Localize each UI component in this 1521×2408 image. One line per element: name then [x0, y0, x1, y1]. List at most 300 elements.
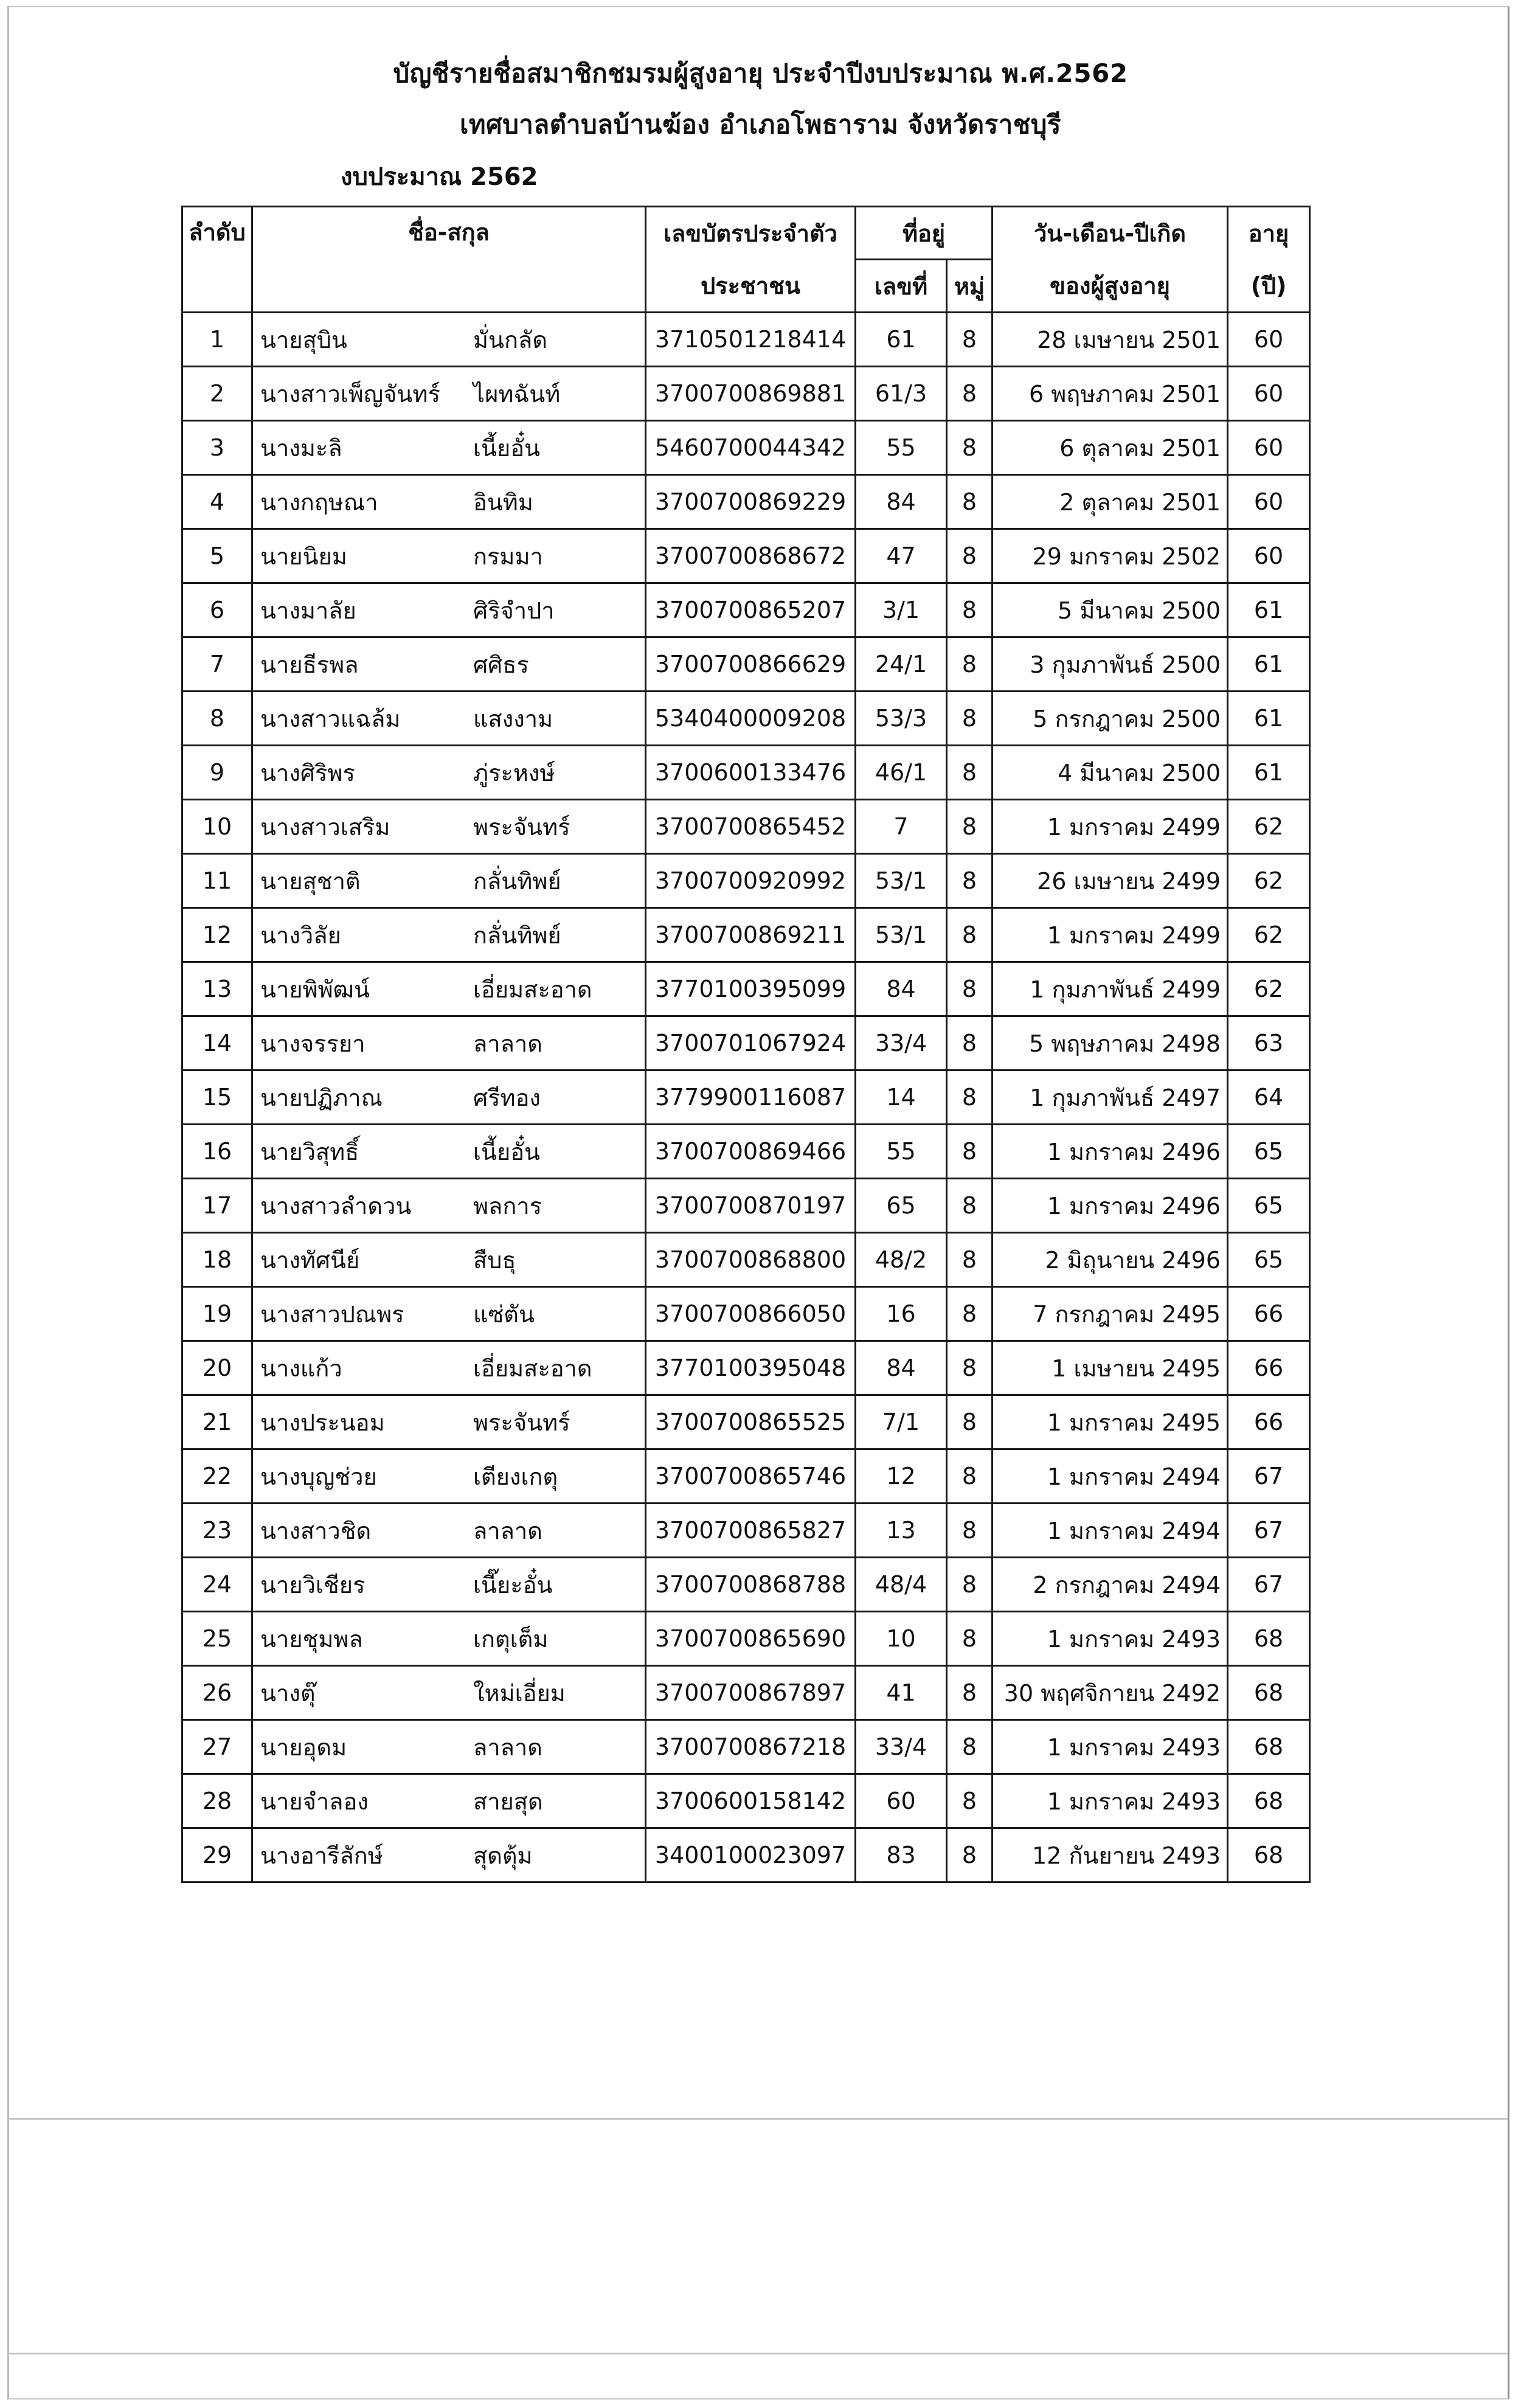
member-name — [252, 1558, 646, 1612]
table-row — [182, 1828, 1310, 1882]
age-years: 60 — [1228, 475, 1310, 529]
village-moo: 8 — [947, 1395, 993, 1449]
citizen-id: 3700700865525 — [646, 1395, 856, 1449]
village-moo: 8 — [947, 746, 993, 800]
last-name: มั่นกลัด — [473, 326, 547, 353]
birth-date: 5 มีนาคม 2500 — [993, 583, 1228, 637]
header-moo: หมู่ — [947, 260, 993, 313]
age-years: 61 — [1228, 746, 1310, 800]
village-moo: 8 — [947, 1504, 993, 1558]
member-name — [252, 367, 646, 421]
age-years: 61 — [1228, 692, 1310, 746]
house-number: 55 — [856, 421, 947, 475]
citizen-id: 5340400009208 — [646, 692, 856, 746]
first-name: นางกฤษณา — [260, 488, 378, 516]
member-name — [252, 1504, 646, 1558]
last-name: กรมมา — [473, 543, 543, 570]
house-number: 84 — [856, 475, 947, 529]
birth-date: 28 เมษายน 2501 — [993, 313, 1228, 367]
first-name: นางมาลัย — [260, 597, 356, 624]
last-name: เนี๊ยะอั๋น — [473, 1571, 553, 1598]
table-row — [182, 1720, 1310, 1774]
age-years: 61 — [1228, 637, 1310, 692]
table-row — [182, 908, 1310, 962]
member-name — [252, 1070, 646, 1125]
house-number: 33/4 — [856, 1720, 947, 1774]
row-number: 3 — [182, 421, 252, 475]
house-number: 13 — [856, 1504, 947, 1558]
member-name — [252, 583, 646, 637]
village-moo: 8 — [947, 1341, 993, 1395]
age-years: 68 — [1228, 1828, 1310, 1882]
header-name: ชื่อ-สกุล — [252, 207, 646, 313]
row-number: 10 — [182, 800, 252, 854]
member-name — [252, 421, 646, 475]
birth-date: 30 พฤศจิกายน 2492 — [993, 1666, 1228, 1720]
member-name — [252, 1016, 646, 1070]
house-number: 7/1 — [856, 1395, 947, 1449]
table-row — [182, 1774, 1310, 1828]
row-number: 8 — [182, 692, 252, 746]
age-years: 68 — [1228, 1774, 1310, 1828]
table-row — [182, 962, 1310, 1016]
table-row — [182, 1287, 1310, 1341]
table-row — [182, 1341, 1310, 1395]
birth-date: 1 มกราคม 2494 — [993, 1449, 1228, 1504]
house-number: 7 — [856, 800, 947, 854]
table-row — [182, 692, 1310, 746]
row-number: 2 — [182, 367, 252, 421]
age-years: 66 — [1228, 1287, 1310, 1341]
first-name: นายวิสุทธิ์ — [260, 1138, 359, 1165]
house-number: 53/1 — [856, 908, 947, 962]
last-name: สืบธุ — [473, 1246, 516, 1274]
first-name: นางสาวชิด — [260, 1517, 372, 1544]
house-number: 48/2 — [856, 1233, 947, 1287]
birth-date: 1 เมษายน 2495 — [993, 1341, 1228, 1395]
first-name: นายวิเชียร — [260, 1571, 366, 1598]
village-moo: 8 — [947, 1233, 993, 1287]
citizen-id: 3700600158142 — [646, 1774, 856, 1828]
house-number: 16 — [856, 1287, 947, 1341]
citizen-id: 3700700869466 — [646, 1125, 856, 1179]
age-years: 66 — [1228, 1341, 1310, 1395]
age-years: 68 — [1228, 1612, 1310, 1666]
birth-date: 29 มกราคม 2502 — [993, 529, 1228, 583]
first-name: นางสาวแฉล้ม — [260, 705, 401, 732]
row-number: 25 — [182, 1612, 252, 1666]
house-number: 53/1 — [856, 854, 947, 908]
table-row — [182, 1558, 1310, 1612]
row-number: 11 — [182, 854, 252, 908]
last-name: ลาลาด — [473, 1030, 542, 1057]
header-id-line1: เลขบัตรประจำตัว — [646, 207, 856, 260]
birth-date: 4 มีนาคม 2500 — [993, 746, 1228, 800]
birth-date: 1 มกราคม 2496 — [993, 1125, 1228, 1179]
age-years: 66 — [1228, 1395, 1310, 1449]
house-number: 53/3 — [856, 692, 947, 746]
member-name — [252, 1395, 646, 1449]
row-number: 22 — [182, 1449, 252, 1504]
village-moo: 8 — [947, 1070, 993, 1125]
member-name — [252, 637, 646, 692]
first-name: นายอุดม — [260, 1733, 347, 1761]
last-name: พระจันทร์ — [473, 1409, 570, 1436]
village-moo: 8 — [947, 637, 993, 692]
last-name: สายสุด — [473, 1788, 543, 1815]
first-name: นางทัศนีย์ — [260, 1246, 360, 1274]
house-number: 33/4 — [856, 1016, 947, 1070]
citizen-id: 3700700868800 — [646, 1233, 856, 1287]
village-moo: 8 — [947, 1016, 993, 1070]
first-name: นางจรรยา — [260, 1030, 366, 1057]
last-name: สุดตุ้ม — [473, 1842, 533, 1869]
house-number: 65 — [856, 1179, 947, 1233]
house-number: 12 — [856, 1449, 947, 1504]
citizen-id: 3700700865746 — [646, 1449, 856, 1504]
row-number: 5 — [182, 529, 252, 583]
table-row — [182, 475, 1310, 529]
age-years: 62 — [1228, 854, 1310, 908]
first-name: นางสาวลำดวน — [260, 1192, 412, 1220]
age-years: 61 — [1228, 583, 1310, 637]
age-years: 68 — [1228, 1666, 1310, 1720]
table-row — [182, 313, 1310, 367]
last-name: พระจันทร์ — [473, 813, 570, 841]
first-name: นายพิพัฒน์ — [260, 976, 370, 1003]
village-moo: 8 — [947, 1287, 993, 1341]
age-years: 67 — [1228, 1449, 1310, 1504]
birth-date: 1 กุมภาพันธ์ 2499 — [993, 962, 1228, 1016]
member-name — [252, 529, 646, 583]
village-moo: 8 — [947, 1449, 993, 1504]
member-name — [252, 1774, 646, 1828]
citizen-id: 3700700866050 — [646, 1287, 856, 1341]
row-number: 27 — [182, 1720, 252, 1774]
page-divider — [9, 2118, 1508, 2120]
age-years: 65 — [1228, 1125, 1310, 1179]
row-number: 17 — [182, 1179, 252, 1233]
birth-date: 1 มกราคม 2493 — [993, 1612, 1228, 1666]
last-name: ลาลาด — [473, 1517, 542, 1544]
first-name: นางบุญช่วย — [260, 1463, 377, 1490]
house-number: 3/1 — [856, 583, 947, 637]
citizen-id: 3779900116087 — [646, 1070, 856, 1125]
last-name: แซ่ตัน — [473, 1300, 535, 1328]
age-years: 62 — [1228, 800, 1310, 854]
birth-date: 2 มิถุนายน 2496 — [993, 1233, 1228, 1287]
table-row — [182, 637, 1310, 692]
citizen-id: 3700700867218 — [646, 1720, 856, 1774]
row-number: 23 — [182, 1504, 252, 1558]
table-row — [182, 1395, 1310, 1449]
citizen-id: 3700700865827 — [646, 1504, 856, 1558]
table-row — [182, 1125, 1310, 1179]
birth-date: 1 มกราคม 2493 — [993, 1774, 1228, 1828]
row-number: 12 — [182, 908, 252, 962]
village-moo: 8 — [947, 1666, 993, 1720]
house-number: 60 — [856, 1774, 947, 1828]
header-id-line2: ประชาชน — [646, 260, 856, 313]
last-name: เอี่ยมสะอาด — [473, 1355, 592, 1382]
table-row — [182, 367, 1310, 421]
last-name: เนี้ยอั๋น — [473, 434, 541, 462]
citizen-id: 3700700866629 — [646, 637, 856, 692]
citizen-id: 3700700869881 — [646, 367, 856, 421]
first-name: นายจำลอง — [260, 1788, 369, 1815]
age-years: 64 — [1228, 1070, 1310, 1125]
house-number: 41 — [856, 1666, 947, 1720]
house-number: 47 — [856, 529, 947, 583]
first-name: นางสาวเพ็ญจันทร์ — [260, 380, 440, 408]
citizen-id: 3400100023097 — [646, 1828, 856, 1882]
first-name: นางอารีลักษ์ — [260, 1842, 383, 1869]
last-name: ศศิธร — [473, 651, 529, 678]
member-name — [252, 1179, 646, 1233]
village-moo: 8 — [947, 421, 993, 475]
birth-date: 1 มกราคม 2493 — [993, 1720, 1228, 1774]
house-number: 61 — [856, 313, 947, 367]
table-body — [182, 313, 1310, 1882]
last-name: ภู่ระหงษ์ — [473, 759, 555, 786]
birth-date: 26 เมษายน 2499 — [993, 854, 1228, 908]
last-name: พลการ — [473, 1192, 542, 1220]
first-name: นางสาวปณพร — [260, 1300, 404, 1328]
table-row — [182, 1449, 1310, 1504]
first-name: นายปฏิภาณ — [260, 1084, 383, 1111]
village-moo: 8 — [947, 1828, 993, 1882]
member-name — [252, 1666, 646, 1720]
member-name — [252, 1449, 646, 1504]
age-years: 60 — [1228, 313, 1310, 367]
house-number: 55 — [856, 1125, 947, 1179]
row-number: 24 — [182, 1558, 252, 1612]
first-name: นายสุชาติ — [260, 867, 361, 895]
village-moo: 8 — [947, 1612, 993, 1666]
first-name: นางมะลิ — [260, 434, 342, 462]
citizen-id: 3700600133476 — [646, 746, 856, 800]
table-row — [182, 800, 1310, 854]
member-name — [252, 1125, 646, 1179]
house-number: 10 — [856, 1612, 947, 1666]
village-moo: 8 — [947, 1774, 993, 1828]
citizen-id: 3700700865690 — [646, 1612, 856, 1666]
birth-date: 5 กรกฎาคม 2500 — [993, 692, 1228, 746]
row-number: 4 — [182, 475, 252, 529]
row-number: 28 — [182, 1774, 252, 1828]
age-years: 65 — [1228, 1233, 1310, 1287]
age-years: 67 — [1228, 1504, 1310, 1558]
age-years: 63 — [1228, 1016, 1310, 1070]
citizen-id: 3770100395099 — [646, 962, 856, 1016]
first-name: นายธีรพล — [260, 651, 359, 678]
citizen-id: 5460700044342 — [646, 421, 856, 475]
village-moo: 8 — [947, 854, 993, 908]
village-moo: 8 — [947, 692, 993, 746]
birth-date: 1 มกราคม 2494 — [993, 1504, 1228, 1558]
last-name: กลั่นทิพย์ — [473, 921, 561, 949]
header-dob-line2: ของผู้สูงอายุ — [993, 260, 1228, 313]
last-name: แสงงาม — [473, 705, 553, 732]
page-divider — [9, 2353, 1508, 2354]
age-years: 60 — [1228, 529, 1310, 583]
row-number: 15 — [182, 1070, 252, 1125]
village-moo: 8 — [947, 313, 993, 367]
citizen-id: 3700701067924 — [646, 1016, 856, 1070]
member-name — [252, 1828, 646, 1882]
budget-year-label: งบประมาณ 2562 — [341, 163, 538, 191]
village-moo: 8 — [947, 1179, 993, 1233]
table-row — [182, 1179, 1310, 1233]
header-age-line2: (ปี) — [1228, 260, 1310, 313]
header-age-line1: อายุ — [1228, 207, 1310, 260]
member-table — [181, 206, 1311, 1883]
house-number: 61/3 — [856, 367, 947, 421]
header-dob-line1: วัน-เดือน-ปีเกิด — [993, 207, 1228, 260]
first-name: นางตุ๊ — [260, 1679, 316, 1707]
birth-date: 1 มกราคม 2496 — [993, 1179, 1228, 1233]
last-name: เอี่ยมสะอาด — [473, 976, 592, 1003]
citizen-id: 3700700920992 — [646, 854, 856, 908]
member-name — [252, 746, 646, 800]
birth-date: 1 มกราคม 2499 — [993, 908, 1228, 962]
header-no: ลำดับ — [182, 207, 252, 313]
table-row — [182, 1612, 1310, 1666]
birth-date: 12 กันยายน 2493 — [993, 1828, 1228, 1882]
row-number: 29 — [182, 1828, 252, 1882]
document-subtitle: เทศบาลตำบลบ้านฆ้อง อำเภอโพธาราม จังหวัดราชบุรี — [460, 109, 1061, 139]
citizen-id: 3770100395048 — [646, 1341, 856, 1395]
last-name: ศิริจำปา — [473, 597, 555, 624]
village-moo: 8 — [947, 1125, 993, 1179]
citizen-id: 3710501218414 — [646, 313, 856, 367]
birth-date: 1 กุมภาพันธ์ 2497 — [993, 1070, 1228, 1125]
citizen-id: 3700700867897 — [646, 1666, 856, 1720]
header-address: ที่อยู่ — [856, 207, 993, 260]
village-moo: 8 — [947, 800, 993, 854]
birth-date: 1 มกราคม 2495 — [993, 1395, 1228, 1449]
first-name: นางวิลัย — [260, 921, 341, 949]
first-name: นายนิยม — [260, 543, 347, 570]
birth-date: 1 มกราคม 2499 — [993, 800, 1228, 854]
member-name — [252, 1612, 646, 1666]
house-number: 24/1 — [856, 637, 947, 692]
house-number: 84 — [856, 962, 947, 1016]
row-number: 20 — [182, 1341, 252, 1395]
member-name — [252, 692, 646, 746]
member-name — [252, 313, 646, 367]
age-years: 62 — [1228, 962, 1310, 1016]
first-name: นายชุมพล — [260, 1625, 363, 1653]
citizen-id: 3700700868672 — [646, 529, 856, 583]
village-moo: 8 — [947, 367, 993, 421]
citizen-id: 3700700868788 — [646, 1558, 856, 1612]
last-name: ไผทฉันท์ — [473, 380, 561, 408]
first-name: นางสาวเสริม — [260, 813, 390, 841]
house-number: 83 — [856, 1828, 947, 1882]
age-years: 60 — [1228, 367, 1310, 421]
row-number: 9 — [182, 746, 252, 800]
age-years: 65 — [1228, 1179, 1310, 1233]
row-number: 18 — [182, 1233, 252, 1287]
table-header — [182, 207, 1310, 313]
first-name: นายสุบิน — [260, 326, 347, 353]
table-row — [182, 854, 1310, 908]
age-years: 68 — [1228, 1720, 1310, 1774]
house-number: 84 — [856, 1341, 947, 1395]
table-row — [182, 1233, 1310, 1287]
village-moo: 8 — [947, 583, 993, 637]
member-name — [252, 962, 646, 1016]
house-number: 46/1 — [856, 746, 947, 800]
table-row — [182, 583, 1310, 637]
village-moo: 8 — [947, 1720, 993, 1774]
last-name: เนี้ยอั๋น — [473, 1138, 541, 1165]
member-name — [252, 1287, 646, 1341]
row-number: 14 — [182, 1016, 252, 1070]
row-number: 19 — [182, 1287, 252, 1341]
village-moo: 8 — [947, 475, 993, 529]
table-row — [182, 1016, 1310, 1070]
member-name — [252, 854, 646, 908]
table-row — [182, 421, 1310, 475]
citizen-id: 3700700870197 — [646, 1179, 856, 1233]
last-name: ใหม่เอี่ยม — [473, 1679, 566, 1707]
first-name: นางประนอม — [260, 1409, 385, 1436]
age-years: 67 — [1228, 1558, 1310, 1612]
member-name — [252, 1720, 646, 1774]
birth-date: 3 กุมภาพันธ์ 2500 — [993, 637, 1228, 692]
house-number: 14 — [856, 1070, 947, 1125]
table-row — [182, 529, 1310, 583]
citizen-id: 3700700869229 — [646, 475, 856, 529]
last-name: เกตุเต็ม — [473, 1625, 549, 1653]
table-row — [182, 1666, 1310, 1720]
last-name: กลั่นทิพย์ — [473, 867, 561, 895]
village-moo: 8 — [947, 1558, 993, 1612]
table-row — [182, 746, 1310, 800]
member-name — [252, 1233, 646, 1287]
row-number: 13 — [182, 962, 252, 1016]
birth-date: 2 กรกฎาคม 2494 — [993, 1558, 1228, 1612]
village-moo: 8 — [947, 962, 993, 1016]
row-number: 7 — [182, 637, 252, 692]
village-moo: 8 — [947, 908, 993, 962]
row-number: 1 — [182, 313, 252, 367]
row-number: 6 — [182, 583, 252, 637]
first-name: นางศิริพร — [260, 759, 355, 786]
member-name — [252, 800, 646, 854]
row-number: 26 — [182, 1666, 252, 1720]
document-title: บัญชีรายชื่อสมาชิกชมรมผู้สูงอายุ ประจำปีงบประมาณ พ.ศ.2562 — [393, 58, 1128, 88]
last-name: เตียงเกตุ — [473, 1463, 558, 1490]
citizen-id: 3700700869211 — [646, 908, 856, 962]
member-name — [252, 1341, 646, 1395]
last-name: อินทิม — [473, 488, 533, 516]
member-name — [252, 475, 646, 529]
first-name: นางแก้ว — [260, 1355, 342, 1382]
last-name: ศรีทอง — [473, 1084, 541, 1111]
table-row — [182, 1504, 1310, 1558]
member-name — [252, 908, 646, 962]
age-years: 62 — [1228, 908, 1310, 962]
village-moo: 8 — [947, 529, 993, 583]
table-row — [182, 1070, 1310, 1125]
header-house-no: เลขที่ — [856, 260, 947, 313]
house-number: 48/4 — [856, 1558, 947, 1612]
birth-date: 7 กรกฎาคม 2495 — [993, 1287, 1228, 1341]
birth-date: 6 พฤษภาคม 2501 — [993, 367, 1228, 421]
